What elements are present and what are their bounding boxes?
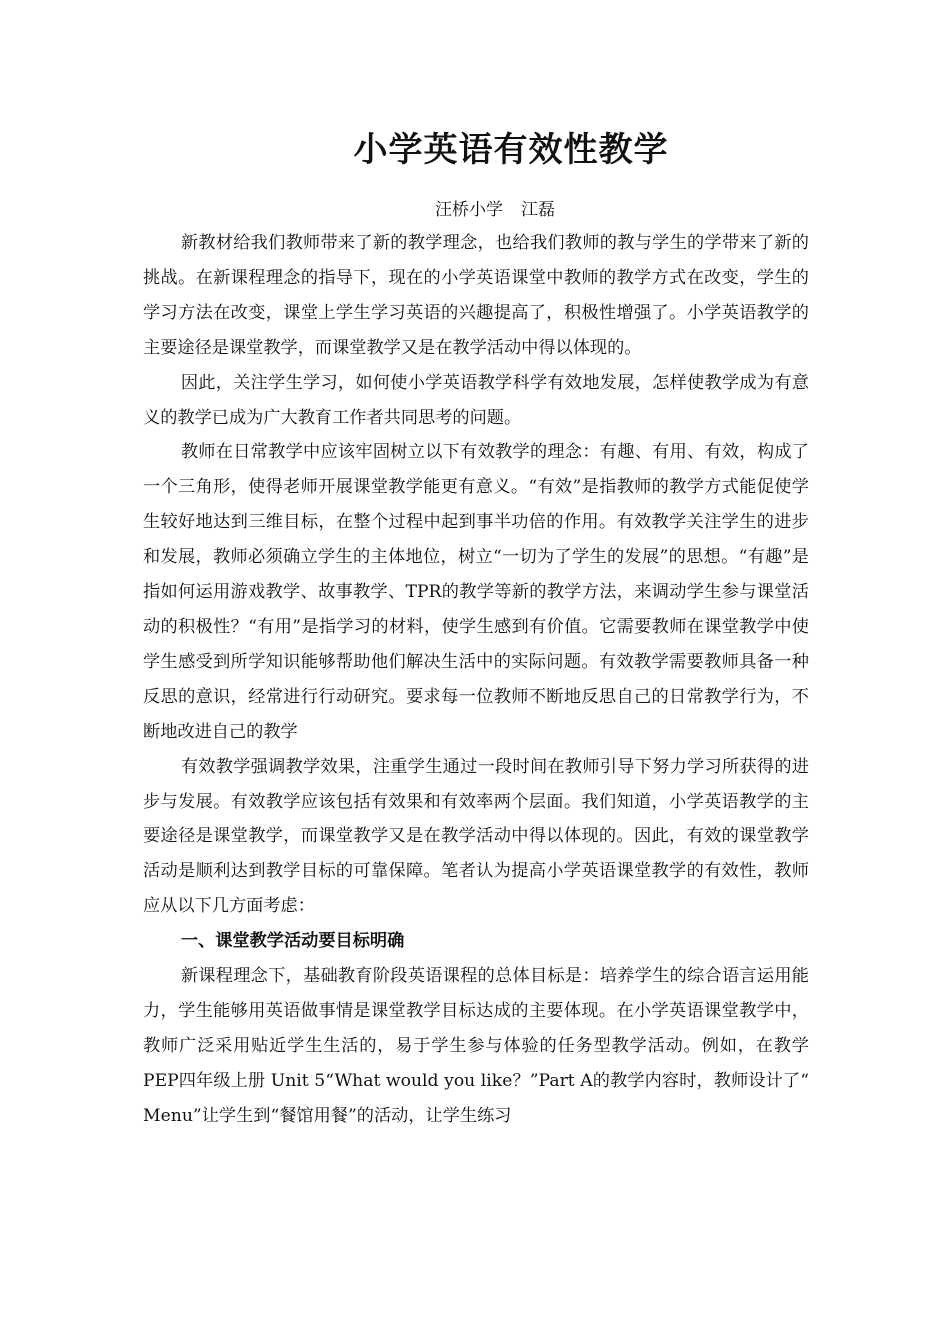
- paragraph-objectives: 新课程理念下，基础教育阶段英语课程的总体目标是：培养学生的综合语言运用能力，学生能够用英语做事情是课堂教学目标达成的主要体现。在小学英语课堂教学中，教师广泛采用贴近学生生活的，易于学生参与体验的任务型教学活动。例如，在教学 PEP四年级上册 Unit 5“What would you like？”Part A的教学内容时，教师设计了“ Menu”让学生到“餐馆用餐”的活动，让学生练习: [143, 966, 809, 1126]
- paragraph-intro: 新教材给我们教师带来了新的教学理念，也给我们教师的教与学生的学带来了新的挑战。在新课程理念的指导下，现在的小学英语课堂中教师的教学方式在改变，学生的学习方法在改变，课堂上学生学习英语的兴趣提高了，积极性增强了。小学英语教学的主要途径是课堂教学，而课堂教学又是在教学活动中得以体现的。: [143, 233, 809, 358]
- document-title: 小学英语有效性教学: [353, 130, 669, 170]
- paragraph-concepts: 教师在日常教学中应该牢固树立以下有效教学的理念：有趣、有用、有效，构成了一个三角形，使得老师开展课堂教学能更有意义。“有效”是指教师的教学方式能促使学生较好地达到三维目标，在整个过程中起到事半功倍的作用。有效教学关注学生的进步和发展，教师必须确立学生的主体地位，树立“一切为了学生的发展”的思想。“有趣”是指如何运用游戏教学、故事教学、TPR的教学等新的教学方法，来调动学生参与课堂活动的积极性？“有用”是指学习的材料，使学生感到有价值。它需要教师在课堂教学中使学生感受到所学知识能够帮助他们解决生活中的实际问题。有效教学需要教师具备一种反思的意识，经常进行行动研究。要求每一位教师不断地反思自己的日常教学行为，不断地改进自己的教学: [143, 442, 809, 742]
- section-heading: 一、课堂教学活动要目标明确: [180, 931, 405, 952]
- author-name: 江磊: [521, 200, 555, 220]
- paragraph-effectiveness: 有效教学强调教学效果，注重学生通过一段时间在教师引导下努力学习所获得的进步与发展。有效教学应该包括有效果和有效率两个层面。我们知道，小学英语教学的主要途径是课堂教学，而课堂教学又是在教学活动中得以体现的。因此，有效的课堂教学活动是顺利达到教学目标的可靠保障。笔者认为提高小学英语课堂教学的有效性，教师应从以下几方面考虑：: [143, 756, 809, 917]
- paragraph-question: 因此，关注学生学习，如何使小学英语教学科学有效地发展，怎样使教学成为有意义的教学已成为广大教育工作者共同思考的问题。: [143, 372, 809, 428]
- author-line: [0, 196, 950, 224]
- author-school: 汪桥小学: [435, 200, 503, 220]
- document-body: [143, 226, 809, 1134]
